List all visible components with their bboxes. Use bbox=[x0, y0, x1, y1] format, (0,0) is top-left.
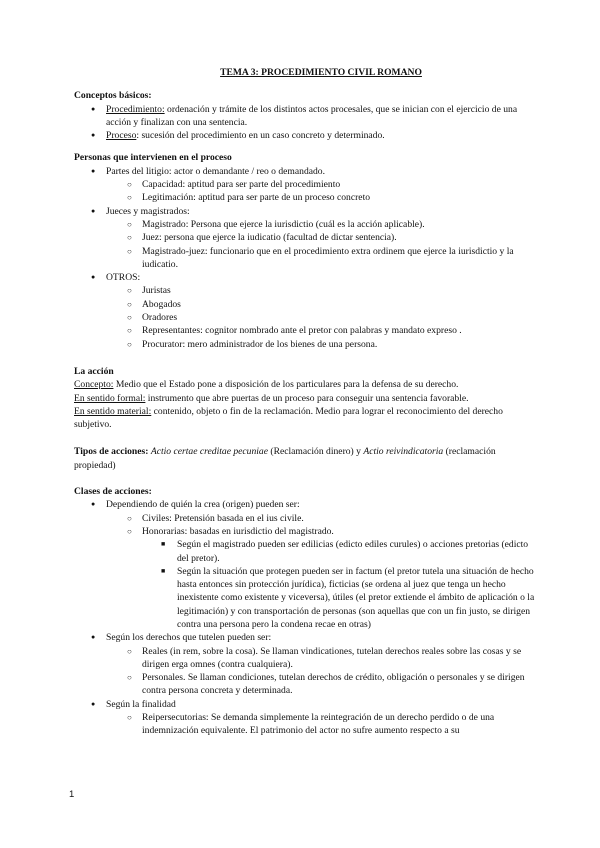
list-item: ● Dependiendo de quién la crea (origen) pueden ser: bbox=[74, 498, 536, 511]
term-procedimiento: Procedimiento: bbox=[106, 103, 165, 115]
list-item: ○ Capacidad: aptitud para ser parte del procedimiento bbox=[74, 178, 536, 191]
term-proceso: Proceso bbox=[106, 130, 137, 142]
term-sentido-material: En sentido material: bbox=[74, 405, 152, 417]
list-item: ○ Honorarias: basadas en iurisdictio del magistrado. bbox=[74, 525, 536, 538]
list-clases bbox=[74, 498, 536, 737]
section-personas bbox=[74, 151, 536, 350]
heading-clases: Clases de acciones: bbox=[74, 486, 152, 498]
list-item: ○ Juristas bbox=[74, 284, 536, 297]
heading-accion: La acción bbox=[74, 365, 114, 377]
text-sentido-material: contenido, objeto o fin de la reclamación. Medio para lograr el reconocimiento del derecho subjetivo. bbox=[74, 405, 503, 431]
term-concepto: Concepto: bbox=[74, 379, 114, 391]
paragraph-sentido-formal bbox=[74, 392, 536, 405]
paragraph-sentido-material bbox=[74, 405, 536, 432]
list-conceptos bbox=[74, 103, 536, 143]
page-number: 1 bbox=[69, 789, 75, 800]
heading-tipos: Tipos de acciones: bbox=[74, 446, 149, 458]
page-title: TEMA 3: PROCEDIMIENTO CIVIL ROMANO bbox=[220, 67, 422, 78]
actio-reivindicatoria: Actio reivindicatoria bbox=[363, 446, 444, 458]
list-item: ■ Según el magistrado pueden ser edilicias (edicto ediles curules) o acciones pretorias (edicto del pretor). bbox=[74, 538, 536, 565]
list-item: ○ Procurator: mero administrador de los bienes de una persona. bbox=[74, 338, 536, 351]
list-item: ● Según los derechos que tutelen pueden ser: bbox=[74, 631, 536, 644]
heading-conceptos: Conceptos básicos: bbox=[74, 90, 152, 102]
section-accion bbox=[74, 365, 536, 431]
list-item: ■ Según la situación que protegen pueden ser in factum (el pretor tutela una situación de hecho hasta entonces sin protección jurídica), ficticias (se ordena al juez que tenga un hecho inexistente como existente y viceversa), útiles (el pretor extiende el ámbito de aplicación o la legitimación) y con transportación de personas (son aquellas que con un fin justo, se dirigen contra una persona pero la condena recae en otras) bbox=[74, 565, 536, 631]
list-item: ○ Legitimación: aptitud para ser parte de un proceso concreto bbox=[74, 191, 536, 204]
list-item: ○ Oradores bbox=[74, 311, 536, 324]
list-item: ○ Reipersecutorias: Se demanda simplemente la reintegración de un derecho perdido o de una indemnización equivalente. El patrimonio del actor no sufre aumento respecto a su bbox=[74, 711, 536, 738]
list-item bbox=[74, 103, 536, 130]
list-item: ○ Juez: persona que ejerce la iudicatio (facultad de dictar sentencia). bbox=[74, 231, 536, 244]
tipos-text-1: (Reclamación dinero) y bbox=[267, 446, 364, 458]
section-tipos bbox=[74, 445, 536, 472]
list-personas bbox=[74, 165, 536, 351]
def-procedimiento: ordenación y trámite de los distintos actos procesales, que se inician con el ejercicio de una acción y finalizan con una sentencia. bbox=[106, 103, 518, 128]
paragraph-concepto bbox=[74, 378, 536, 391]
document-body bbox=[74, 66, 536, 738]
text-sentido-formal: instrumento que abre puertas de un proceso para conseguir una sentencia favorable. bbox=[145, 392, 469, 404]
section-clases bbox=[74, 485, 536, 738]
paragraph-tipos bbox=[74, 445, 536, 472]
list-item bbox=[74, 129, 536, 142]
text-concepto: Medio que el Estado pone a disposición de los particulares para la defensa de su derecho. bbox=[113, 379, 459, 391]
list-item: ○ Civiles: Pretensión basada en el ius civile. bbox=[74, 512, 536, 525]
list-item: ○ Abogados bbox=[74, 298, 536, 311]
list-item: ○ Magistrado-juez: funcionario que en el procedimiento extra ordinem que ejerce la iurisdictio y la iudicatio. bbox=[74, 245, 536, 272]
list-item: ● OTROS: bbox=[74, 271, 536, 284]
list-item: ○ Magistrado: Persona que ejerce la iurisdictio (cuál es la acción aplicable). bbox=[74, 218, 536, 231]
list-item: ○ Personales. Se llaman condiciones, tutelan derechos de crédito, obligación o personales y se dirigen contra persona concreta y determinada. bbox=[74, 671, 536, 698]
tipos-text-2: (reclamación propiedad) bbox=[74, 446, 496, 471]
section-conceptos bbox=[74, 89, 536, 142]
actio-certae: Actio certae creditae pecuniae bbox=[150, 446, 268, 458]
list-item: ● Partes del litigio: actor o demandante / reo o demandado. bbox=[74, 165, 536, 178]
def-proceso: : sucesión del procedimiento en un caso concreto y determinado. bbox=[136, 130, 385, 142]
list-item: ○ Reales (in rem, sobre la cosa). Se llaman vindicationes, tutelan derechos reales sobre las cosas y se dirigen erga omnes (contra cualquiera). bbox=[74, 645, 536, 672]
list-item: ● Según la finalidad bbox=[74, 698, 536, 711]
term-sentido-formal: En sentido formal: bbox=[74, 392, 146, 404]
heading-personas: Personas que intervienen en el proceso bbox=[74, 152, 232, 164]
list-item: ● Jueces y magistrados: bbox=[74, 205, 536, 218]
list-item: ○ Representantes: cognitor nombrado ante el pretor con palabras y mandato expreso . bbox=[74, 324, 536, 337]
